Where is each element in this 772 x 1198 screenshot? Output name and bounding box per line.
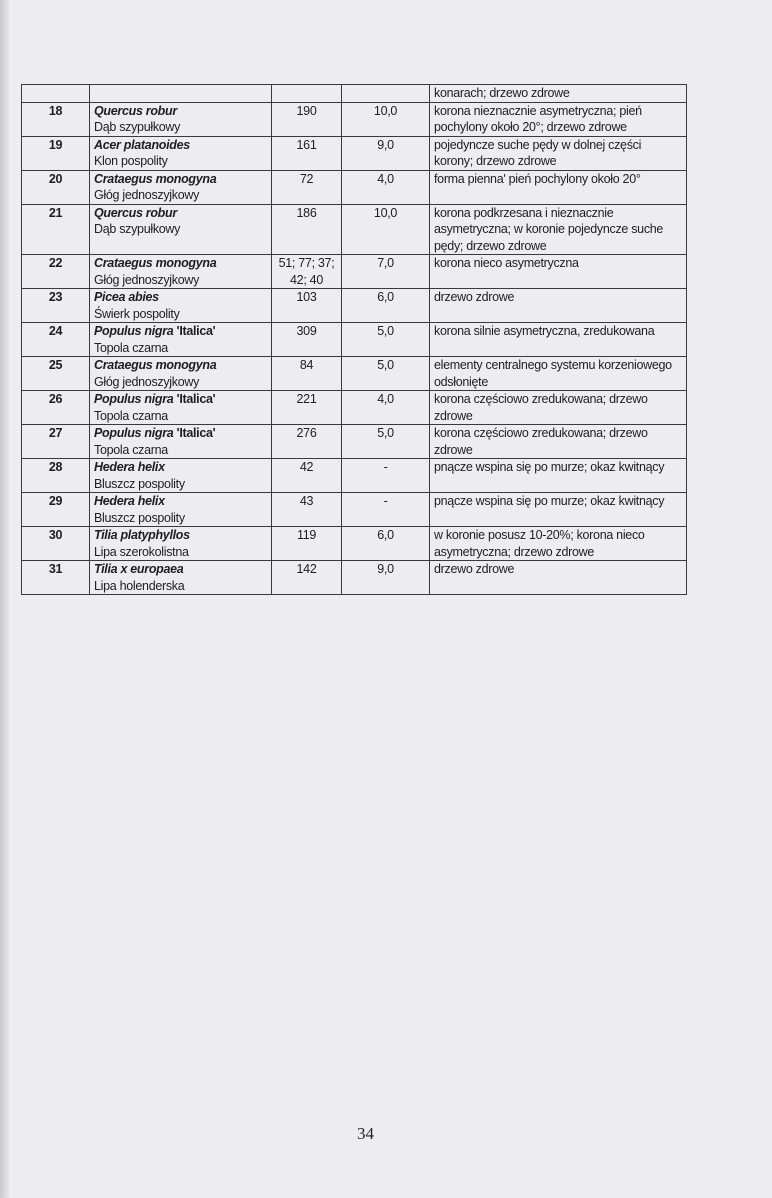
latin-genus-species: Crataegus monogyna: [94, 171, 217, 186]
polish-name: Dąb szypułkowy: [94, 222, 181, 236]
row-number: 25: [22, 357, 90, 391]
polish-name: Bluszcz pospolity: [94, 510, 185, 525]
latin-genus-species: Picea abies: [94, 290, 159, 304]
circumference-cell: 190: [272, 102, 342, 136]
polish-name: Topola czarna: [94, 340, 168, 355]
table-body: [22, 85, 687, 595]
species-cell: [90, 323, 272, 357]
height-cell: 10,0: [342, 204, 430, 255]
latin-name: [94, 172, 216, 186]
latin-name: [94, 206, 177, 220]
circumference-cell: 309: [272, 323, 342, 357]
cell-circumference: [272, 85, 342, 103]
circumference-cell: 42: [272, 459, 342, 493]
species-cell: [90, 459, 272, 493]
height-cell: 4,0: [342, 170, 430, 204]
continuation-row: [22, 85, 687, 103]
circumference-cell: 84: [272, 357, 342, 391]
latin-name: [94, 256, 216, 270]
height-cell: 7,0: [342, 255, 430, 289]
table-row: [22, 136, 687, 170]
row-number: 20: [22, 170, 90, 204]
table-row: [22, 357, 687, 391]
remarks-cell: pnącze wspina się po murze; okaz kwitnący: [430, 459, 687, 493]
cell-remarks: konarach; drzewo zdrowe: [430, 85, 687, 103]
table-row: [22, 323, 687, 357]
document-page: [9, 0, 772, 1198]
polish-name: Klon pospolity: [94, 154, 168, 168]
circumference-cell: 186: [272, 204, 342, 255]
table-row: [22, 561, 687, 595]
row-number: 27: [22, 425, 90, 459]
height-cell: 10,0: [342, 102, 430, 136]
table-row: [22, 391, 687, 425]
latin-genus-species: Crataegus monogyna: [94, 358, 217, 372]
height-cell: 9,0: [342, 561, 430, 595]
polish-name: Świerk pospolity: [94, 306, 180, 321]
cell-species: [90, 85, 272, 103]
height-cell: 6,0: [342, 289, 430, 323]
remarks-cell: drzewo zdrowe: [430, 561, 687, 595]
table-row: [22, 425, 687, 459]
latin-name: [94, 324, 215, 338]
species-cell: [90, 170, 272, 204]
table-row: [22, 170, 687, 204]
cultivar-name: 'Italica': [176, 426, 216, 440]
scan-edge: [0, 0, 9, 1198]
polish-name: Topola czarna: [94, 408, 168, 423]
circumference-cell: 276: [272, 425, 342, 459]
polish-name: Lipa holenderska: [94, 578, 185, 593]
row-number: 24: [22, 323, 90, 357]
row-number: 23: [22, 289, 90, 323]
polish-name: Topola czarna: [94, 442, 168, 457]
circumference-cell: 161: [272, 136, 342, 170]
polish-name: Głóg jednoszyjkowy: [94, 188, 200, 202]
latin-name: [94, 138, 190, 152]
latin-name: [94, 528, 190, 542]
row-number: 26: [22, 391, 90, 425]
remarks-cell: pnącze wspina się po murze; okaz kwitnący: [430, 493, 687, 527]
polish-name: Głóg jednoszyjkowy: [94, 374, 200, 389]
row-number: 22: [22, 255, 90, 289]
circumference-cell: 103: [272, 289, 342, 323]
height-cell: 9,0: [342, 136, 430, 170]
table-row: [22, 204, 687, 255]
height-cell: 5,0: [342, 323, 430, 357]
height-cell: -: [342, 459, 430, 493]
species-cell: [90, 391, 272, 425]
latin-name: [94, 494, 165, 508]
remarks-cell: korona nieco asymetryczna: [430, 255, 687, 289]
table-row: [22, 459, 687, 493]
latin-genus-species: Acer platanoides: [94, 137, 190, 152]
latin-genus-species: Populus nigra: [94, 392, 174, 406]
height-cell: 6,0: [342, 527, 430, 561]
circumference-cell: 51; 77; 37; 42; 40: [272, 255, 342, 289]
latin-genus-species: Populus nigra: [94, 426, 174, 440]
page-number: 34: [357, 1124, 374, 1143]
remarks-cell: korona podkrzesana i nieznacznie asymetryczna; w koronie pojedyncze suche pędy; drzewo zdrowe: [430, 204, 687, 255]
species-cell: [90, 102, 272, 136]
remarks-cell: pojedyncze suche pędy w dolnej części korony; drzewo zdrowe: [430, 136, 687, 170]
latin-name: [94, 104, 177, 118]
circumference-cell: 43: [272, 493, 342, 527]
table-row: [22, 102, 687, 136]
species-cell: [90, 561, 272, 595]
latin-name: [94, 562, 183, 576]
circumference-cell: 72: [272, 170, 342, 204]
latin-genus-species: Hedera helix: [94, 494, 165, 508]
latin-genus-species: Populus nigra: [94, 324, 174, 338]
circumference-cell: 221: [272, 391, 342, 425]
species-cell: [90, 136, 272, 170]
latin-name: [94, 460, 165, 474]
latin-genus-species: Tilia x europaea: [94, 562, 184, 576]
remarks-cell: forma pienna' pień pochylony około 20°: [430, 170, 687, 204]
row-number: 31: [22, 561, 90, 595]
species-cell: [90, 255, 272, 289]
latin-genus-species: Quercus robur: [94, 205, 177, 220]
remarks-cell: elementy centralnego systemu korzeniowego odsłonięte: [430, 357, 687, 391]
species-cell: [90, 493, 272, 527]
latin-genus-species: Tilia platyphyllos: [94, 528, 190, 542]
row-number: 21: [22, 204, 90, 255]
species-cell: [90, 204, 272, 255]
remarks-cell: korona silnie asymetryczna, zredukowana: [430, 323, 687, 357]
remarks-cell: korona częściowo zredukowana; drzewo zdrowe: [430, 391, 687, 425]
cultivar-name: 'Italica': [176, 324, 216, 338]
table-row: [22, 493, 687, 527]
height-cell: 4,0: [342, 391, 430, 425]
remarks-cell: korona częściowo zredukowana; drzewo zdrowe: [430, 425, 687, 459]
polish-name: Głóg jednoszyjkowy: [94, 272, 200, 287]
table-row: [22, 255, 687, 289]
tree-inventory-table: [21, 84, 687, 595]
latin-genus-species: Crataegus monogyna: [94, 256, 217, 270]
cell-height: [342, 85, 430, 103]
polish-name: Bluszcz pospolity: [94, 476, 185, 491]
species-cell: [90, 357, 272, 391]
latin-name: [94, 358, 216, 372]
latin-name: [94, 426, 215, 440]
polish-name: Lipa szerokolistna: [94, 544, 189, 559]
latin-name: [94, 392, 215, 406]
latin-genus-species: Hedera helix: [94, 460, 165, 474]
remarks-cell: korona nieznacznie asymetryczna; pień pochylony około 20°; drzewo zdrowe: [430, 102, 687, 136]
row-number: 19: [22, 136, 90, 170]
height-cell: 5,0: [342, 357, 430, 391]
row-number: 29: [22, 493, 90, 527]
height-cell: 5,0: [342, 425, 430, 459]
table-row: [22, 289, 687, 323]
row-number: 30: [22, 527, 90, 561]
remarks-cell: drzewo zdrowe: [430, 289, 687, 323]
species-cell: [90, 527, 272, 561]
circumference-cell: 119: [272, 527, 342, 561]
remarks-cell: w koronie posusz 10-20%; korona nieco asymetryczna; drzewo zdrowe: [430, 527, 687, 561]
species-cell: [90, 289, 272, 323]
circumference-cell: 142: [272, 561, 342, 595]
polish-name: Dąb szypułkowy: [94, 120, 181, 134]
cell-nr: [22, 85, 90, 103]
latin-genus-species: Quercus robur: [94, 103, 177, 118]
height-cell: -: [342, 493, 430, 527]
latin-name: [94, 290, 159, 304]
row-number: 28: [22, 459, 90, 493]
cultivar-name: 'Italica': [176, 392, 216, 406]
row-number: 18: [22, 102, 90, 136]
species-cell: [90, 425, 272, 459]
table-row: [22, 527, 687, 561]
